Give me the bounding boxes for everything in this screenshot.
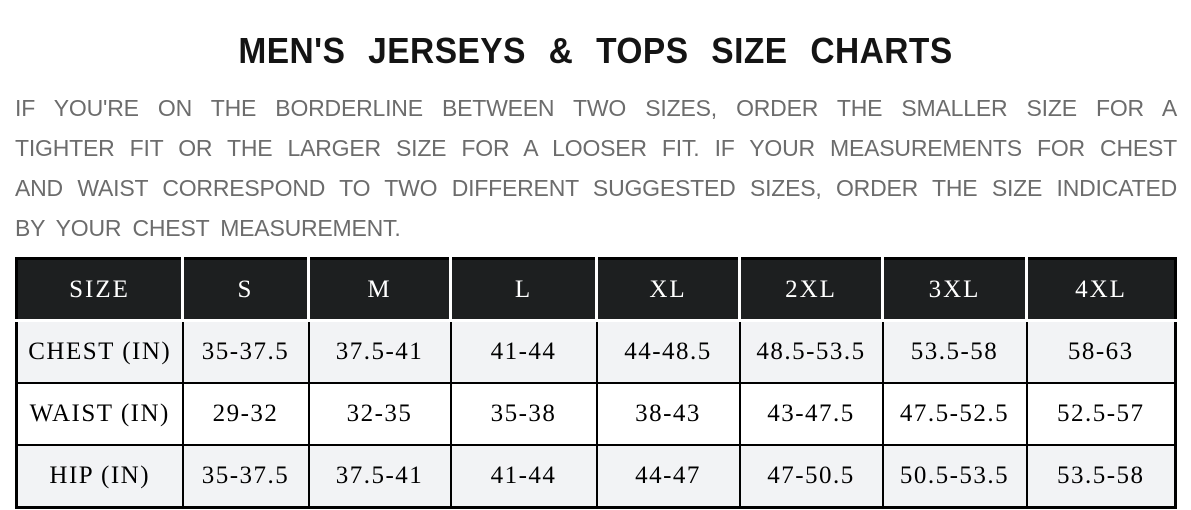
hip-2xl: 47-50.5	[740, 445, 883, 508]
waist-2xl: 43-47.5	[740, 383, 883, 445]
hip-l: 41-44	[451, 445, 597, 508]
waist-xl: 38-43	[597, 383, 740, 445]
chest-2xl: 48.5-53.5	[740, 321, 883, 384]
hip-xl: 44-47	[597, 445, 740, 508]
header-cell-2xl: 2XL	[740, 259, 883, 321]
row-label-hip: HIP (IN)	[17, 445, 183, 508]
header-cell-xl: XL	[597, 259, 740, 321]
table-row-waist	[17, 383, 1176, 445]
table-row-chest	[17, 321, 1176, 384]
size-chart-table	[15, 257, 1177, 509]
header-row	[17, 259, 1176, 321]
row-label-waist: WAIST (IN)	[17, 383, 183, 445]
header-cell-l: L	[451, 259, 597, 321]
hip-4xl: 53.5-58	[1027, 445, 1176, 508]
waist-m: 32-35	[309, 383, 451, 445]
header-cell-3xl: 3XL	[883, 259, 1027, 321]
chest-m: 37.5-41	[309, 321, 451, 384]
waist-s: 29-32	[183, 383, 309, 445]
header-cell-s: S	[183, 259, 309, 321]
size-chart-table-container	[15, 257, 1174, 509]
header-cell-4xl: 4XL	[1027, 259, 1176, 321]
chest-4xl: 58-63	[1027, 321, 1176, 384]
chest-xl: 44-48.5	[597, 321, 740, 384]
chest-3xl: 53.5-58	[883, 321, 1027, 384]
page-title: MEN'S JERSEYS & TOPS SIZE CHARTS	[238, 30, 953, 71]
hip-m: 37.5-41	[309, 445, 451, 508]
header-cell-size: SIZE	[17, 259, 183, 321]
intro-text: IF YOU'RE ON THE BORDERLINE BETWEEN TWO SIZES, ORDER THE SMALLER SIZE FOR A TIGHTER FIT OR THE LARGER SIZE FOR A LOOSER FIT. IF YOUR MEASUREMENTS FOR CHEST AND WAIST CORRESPOND TO TWO DIFFERENT SUGGESTED SIZES, ORDER THE SIZE INDICATED BY YOUR CHEST MEASUREMENT.	[15, 95, 1177, 241]
header-cell-m: M	[309, 259, 451, 321]
waist-l: 35-38	[451, 383, 597, 445]
hip-s: 35-37.5	[183, 445, 309, 508]
waist-4xl: 52.5-57	[1027, 383, 1176, 445]
table-row-hip	[17, 445, 1176, 508]
row-label-chest: CHEST (IN)	[17, 321, 183, 384]
waist-3xl: 47.5-52.5	[883, 383, 1027, 445]
chest-s: 35-37.5	[183, 321, 309, 384]
chest-l: 41-44	[451, 321, 597, 384]
hip-3xl: 50.5-53.5	[883, 445, 1027, 508]
